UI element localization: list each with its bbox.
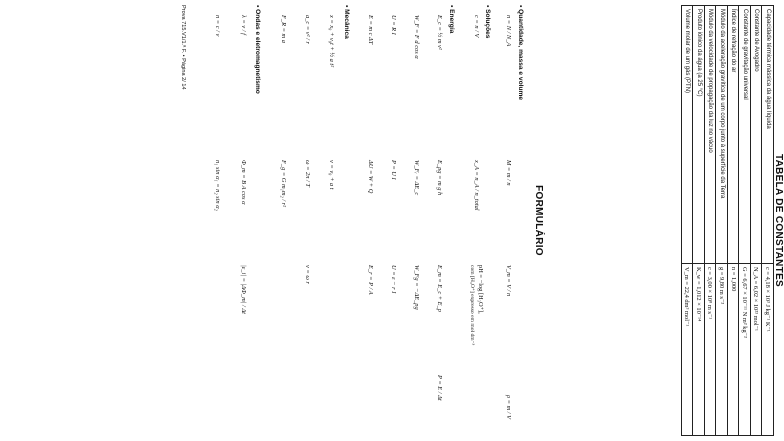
constant-value: V_m = 22,4 dm³ mol⁻¹ <box>682 264 694 436</box>
formula-mechanical-energy: E_m = E_c + E_p <box>436 265 443 312</box>
formula-first-law: ΔU = W + Q <box>367 160 374 194</box>
constant-value: K_w = 1,012 × 10⁻¹⁴ <box>693 264 705 436</box>
formula-newton-second-law: F_R = m a <box>280 15 287 43</box>
formula-kinetic-energy: E_c = ½ m v² <box>436 15 443 50</box>
formula-magnetic-flux: Φ_m = B A cos α <box>240 160 247 205</box>
constants-row <box>716 6 728 436</box>
constant-name: Produto iónico da água (a 25 °C) <box>693 6 705 264</box>
constant-name: Índice de refração do ar <box>728 6 740 264</box>
formulario-title: FORMULÁRIO <box>533 185 544 256</box>
formula-snell-law: n₁ sin α₁ = n₂ sin α₂ <box>214 160 221 211</box>
section-energia-heading: • Energia <box>448 5 455 34</box>
formula-refractive-index: n = c / v <box>214 15 221 37</box>
constant-name: Módulo da aceleração gravítica de um corpo junto à superfície da Terra <box>716 6 728 264</box>
formula-number-of-moles: n = N / N_A <box>505 15 512 47</box>
constant-value: c = 3,00 × 10⁸ m s⁻¹ <box>705 264 717 436</box>
formula-position: x = x₀ + v₀t + ½ a t² <box>328 15 335 68</box>
formula-velocity: v = v₀ + a t <box>328 160 335 190</box>
formula-work-of-force: W_F = F d cos α <box>413 15 420 59</box>
formula-angular-velocity: ω = 2π / T <box>304 160 311 187</box>
formula-gravitational-potential-energy: E_pg = m g h <box>436 160 443 196</box>
constants-row <box>728 6 740 436</box>
formula-electric-power: P = U I <box>390 160 397 180</box>
formula-concentration: c = n / V <box>473 15 480 38</box>
constants-row <box>751 6 763 436</box>
formula-ph-note: com [H₃O⁺] expresso em mol dm⁻³ <box>469 265 475 346</box>
constants-table-title: TABELA DE CONSTANTES <box>773 153 784 288</box>
formula-centripetal-acceleration: a_c = v² / r <box>304 15 311 44</box>
page-footer: Prova 715.V1/1.ª F. • Página 2/ 14 <box>180 5 186 90</box>
formula-irradiance: E_r = P / A <box>367 265 374 295</box>
constant-value: g = 9,80 m s⁻² <box>716 264 728 436</box>
constant-name: Constante de gravitação universal <box>739 6 751 264</box>
constant-value: c = 4,18 × 10³ J kg⁻¹ K⁻¹ <box>762 264 774 436</box>
formula-wavelength: λ = v / f <box>240 15 247 35</box>
constants-row <box>693 6 705 436</box>
formula-work-energy-theorem: W_Fᵣ = ΔE_c <box>413 160 420 196</box>
constants-row <box>762 6 774 436</box>
formula-induced-emf: |ε_i| = |ΔΦ_m| / Δt <box>240 265 247 314</box>
section-solucoes-heading: • Soluções <box>484 5 491 39</box>
section-ondas-heading: • Ondas e eletromagnetismo <box>254 5 261 94</box>
constant-name: Capacidade térmica mássica da água líquida <box>762 6 774 264</box>
constant-name: Volume molar de um gás (PTN) <box>682 6 694 264</box>
formula-heat-energy: E = m c ΔT <box>367 15 374 45</box>
formula-generator-voltage: U = ε − r I <box>390 265 397 294</box>
formula-universal-gravitation: F_g = G m₁m₂ / r² <box>280 160 287 208</box>
formula-molar-volume: V_m = V / n <box>505 265 512 297</box>
formula-linear-velocity: v = ω r <box>304 265 311 284</box>
constant-name: Módulo da velocidade de propagação da luz no vácuo <box>705 6 717 264</box>
formula-density: ρ = m / V <box>505 395 512 420</box>
constants-row <box>705 6 717 436</box>
formula-mole-fraction: x_A = n_A / n_total <box>473 160 480 211</box>
formula-ph: pH = −log [H₃O⁺], <box>477 265 484 314</box>
formula-power: P = E / Δt <box>436 375 443 401</box>
section-quantidade-heading: • Quantidade, massa e volume <box>517 5 524 101</box>
constant-value: G = 6,67 × 10⁻¹¹ N m² kg⁻² <box>739 264 751 436</box>
constant-value: N_A = 6,02 × 10²³ mol⁻¹ <box>751 264 763 436</box>
formula-molar-mass: M = m / n <box>505 160 512 186</box>
constants-table <box>681 5 774 436</box>
constant-value: n = 1,000 <box>728 264 740 436</box>
constants-row <box>682 6 694 436</box>
constants-row <box>739 6 751 436</box>
formula-ohm-law: U = R I <box>390 15 397 35</box>
constant-name: Constante de Avogadro <box>751 6 763 264</box>
formula-work-gravity: W_Fg = −ΔE_pg <box>413 265 420 310</box>
section-mecanica-heading: • Mecânica <box>343 5 350 39</box>
